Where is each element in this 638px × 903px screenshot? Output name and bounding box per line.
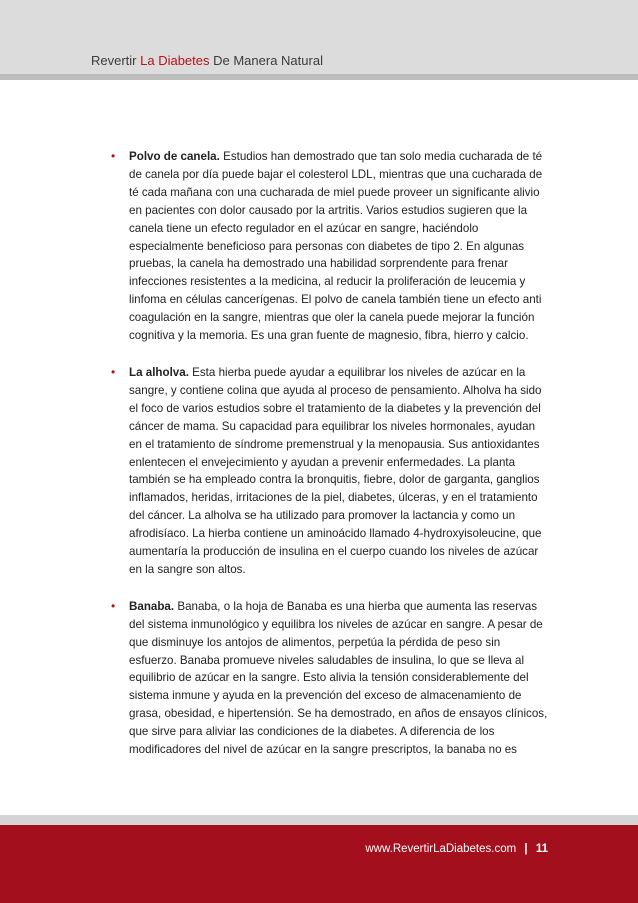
header-divider <box>0 74 638 80</box>
page-separator: | <box>524 843 528 855</box>
list-item <box>111 148 551 345</box>
page-number: 11 <box>535 843 548 855</box>
item-text: Esta hierba puede ayudar a equilibrar los niveles de azúcar en la sangre, y contiene colina que ayuda al proceso de pensamiento. Alholva ha sido el foco de varios estudios sobre el tratamiento de la diabetes y la prevención del cáncer de mama. Su capacidad para equilibrar los niveles hormonales, ayudan en el tratamiento de síndrome premenstrual y la menopausia. Sus antioxidantes enlentecen el envejecimiento y ayudan a prevenir enfermedades. La planta también se ha empleado contra la bronquitis, fiebre, dolor de garganta, ganglios inflamados, heridas, irritaciones de la piel, diabetes, úlceras, y en el tratamiento del cáncer. La alholva se ha utilizado para promover la lactancia y como un afrodisíaco. La hierba contiene un aminoácido llamado 4-hydroxyisoleucine, que aumentaría la producción de insulina en el cuerpo cuando los niveles de azúcar en la sangre son altos. <box>129 365 542 576</box>
page-footer <box>0 825 638 903</box>
book-title-post: De Manera Natural <box>209 53 323 68</box>
website-link[interactable]: www.RevertirLaDiabetes.com <box>365 843 517 855</box>
footer-info <box>365 843 548 855</box>
item-text: Banaba, o la hoja de Banaba es una hierba que aumenta las reservas del sistema inmunológico y equilibra los niveles de azúcar en sangre. A pesar de que disminuye los antojos de alimentos, perpetúa la pérdida de peso sin esfuerzo. Banaba promueve niveles saludables de insulina, lo que se lleva al equilibrio de azúcar en la sangre. Esto alivia la tensión considerablemente del sistema inmune y ayuda en la prevención del exceso de almacenamiento de grasa, obesidad, e hipertensión. Se ha demostrado, en años de ensayos clínicos, que sirve para aliviar las condiciones de la diabetes. A diferencia de los modificadores del nivel de azúcar en la sangre prescriptos, la banaba no es <box>129 599 548 757</box>
footer-divider <box>0 815 638 825</box>
book-title <box>91 53 323 68</box>
list-item <box>111 598 551 759</box>
book-title-pre: Revertir <box>91 53 141 68</box>
bullet-icon: • <box>111 149 116 163</box>
item-term: La alholva. <box>129 365 189 379</box>
item-term: Banaba. <box>129 599 175 613</box>
item-term: Polvo de canela. <box>129 150 220 163</box>
item-text: Estudios han demostrado que tan solo media cucharada de té de canela por día puede bajar el colesterol LDL, mientras que una cucharada de té cada mañana con una cucharada de miel puede proveer un significante alivio en pacientes con dolor causado por la artritis. Varios estudios sugieren que la canela tiene un efecto regulador en el azúcar en sangre, haciéndolo especialmente beneficioso para personas con diabetes de tipo 2. En algunas pruebas, la canela ha demostrado una habilidad sorprendente para frenar infecciones resistentes a la medicina, al reducir la proliferación de leucemia y linfoma en células cancerígenas. El polvo de canela también tiene un efecto anti coagulación en la sangre, mientras que oler la canela puede mejorar la función cognitiva y la memoria. Es una gran fuente de magnesio, fibra, hierro y calcio. <box>129 150 543 343</box>
book-title-accent: La Diabetes <box>140 53 210 68</box>
bullet-icon: • <box>111 364 116 379</box>
list-item <box>111 364 551 579</box>
page-body <box>111 148 551 778</box>
bullet-icon: • <box>111 598 116 613</box>
